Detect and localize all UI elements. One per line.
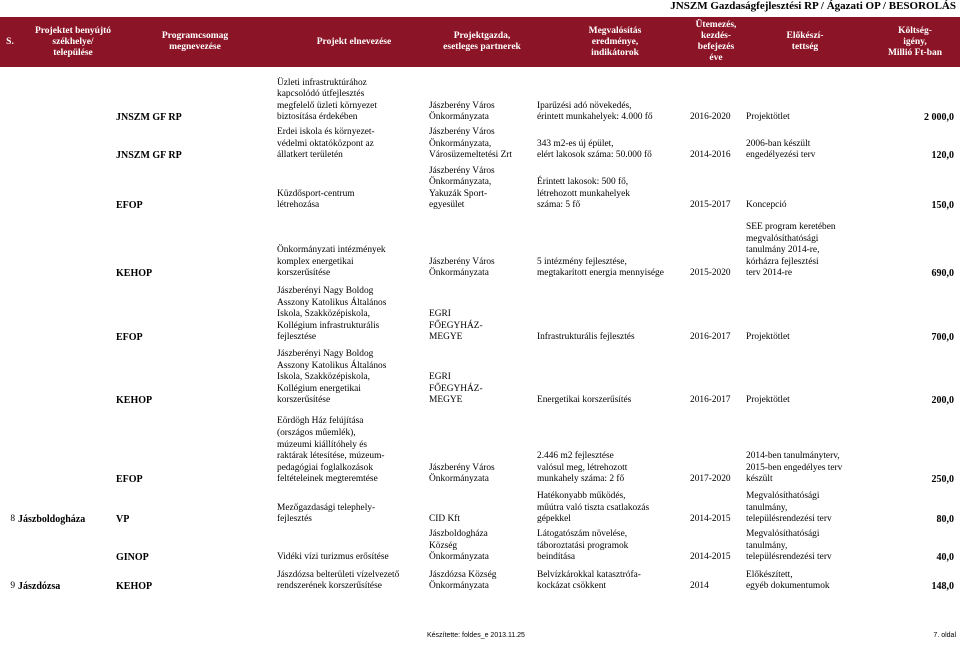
header-col-preparation: Előkészí- tettség	[786, 31, 824, 52]
row-project-name: Vidéki vízi turizmus erősítése	[277, 552, 389, 563]
row-result: Iparűzési adó növekedés, érintett munkahelyek: 4.000 fő	[537, 100, 653, 123]
row-cost: 40,0	[936, 552, 954, 564]
row-preparation: Projektötlet	[746, 395, 790, 406]
header-col-partner: Projektgazda, esetleges partnerek	[443, 31, 521, 52]
row-schedule: 2016-2020	[690, 112, 731, 123]
row-partner: Jászberény Város Önkormányzata	[429, 256, 495, 279]
project-table	[0, 69, 960, 595]
row-program: EFOP	[116, 474, 143, 486]
row-project-name: Jászdózsa belterületi vízelvezető rendszerének korszerűsítése	[277, 569, 400, 592]
row-cost: 250,0	[931, 474, 954, 486]
row-cost: 2 000,0	[924, 112, 954, 124]
table-row	[0, 346, 960, 409]
row-preparation: 2006-ban készült engedélyezési terv	[746, 138, 816, 161]
row-location: Jászboldogháza	[18, 514, 86, 526]
row-partner: Jászberény Város Önkormányzata, Yakuzák Sport- egyesület	[429, 165, 495, 211]
document-title: JNSZM Gazdaságfejlesztési RP / Ágazati OP / BESOROLÁS	[670, 0, 956, 12]
row-result: 2.446 m2 fejlesztése valósul meg, létrehozott munkahely száma: 2 fő	[537, 451, 628, 485]
row-schedule: 2015-2017	[690, 200, 731, 211]
row-cost: 120,0	[931, 150, 954, 162]
row-partner: EGRI FŐEGYHÁZ- MEGYE	[429, 309, 483, 343]
row-partner: Jászberény Város Önkormányzata, Városüzemeltetési Zrt	[429, 127, 513, 161]
table-row	[0, 214, 960, 282]
row-partner: Jászberény Város Önkormányzata	[429, 100, 495, 123]
row-partner: Jászberény Város Önkormányzata	[429, 462, 495, 485]
footer-page-number: 7. oldal	[933, 632, 956, 639]
row-number: 8	[10, 514, 15, 525]
table-header	[0, 17, 960, 67]
row-preparation: Projektötlet	[746, 112, 790, 123]
row-result: Belvízkárokkal katasztrófa- kockázat csökkent	[537, 569, 641, 592]
table-row	[0, 69, 960, 126]
row-project-name: Küzdősport-centrum létrehozása	[277, 188, 355, 211]
row-program: KEHOP	[116, 581, 153, 593]
row-program: KEHOP	[116, 395, 153, 407]
table-row	[0, 528, 960, 566]
row-preparation: SEE program keretében megvalósíthatósági tanulmány 2014-re, kórházra fejlesztési terv 2014-re	[746, 222, 836, 279]
row-cost: 690,0	[931, 268, 954, 280]
row-project-name: Erdei iskola és környezet- védelmi oktatóközpont az állatkert területén	[277, 127, 375, 161]
row-schedule: 2017-2020	[690, 474, 731, 485]
row-program: VP	[116, 514, 130, 526]
row-schedule: 2014-2016	[690, 150, 731, 161]
row-program: JNSZM GF RP	[116, 112, 182, 124]
header-col-result: Megvalósítás eredménye, indikátorok	[588, 25, 642, 58]
row-cost: 80,0	[936, 514, 954, 526]
row-schedule: 2016-2017	[690, 395, 731, 406]
table-row	[0, 488, 960, 528]
row-partner: EGRI FŐEGYHÁZ- MEGYE	[429, 372, 483, 406]
header-col-num: S.	[6, 36, 14, 47]
header-col-schedule: Ütemezés, kezdés- befejezés éve	[695, 20, 737, 63]
row-cost: 150,0	[931, 200, 954, 212]
row-result: Látogatószám növelése, táboroztatási programok beindítása	[537, 529, 629, 563]
row-number: 9	[10, 581, 15, 592]
row-schedule: 2014-2015	[690, 552, 731, 563]
row-project-name: Eördögh Ház felújítása (országos műemlék), múzeumi kiállítóhely és raktárak létesítése, múzeum- pedagógiai foglalkozások feltételeinek megteremtése	[277, 416, 385, 485]
row-cost: 200,0	[931, 395, 954, 407]
header-col-location: Projektet benyújtó székhelye/ települése	[34, 25, 112, 58]
row-partner: Jászboldogháza Község Önkormányzata	[429, 529, 489, 563]
row-program: EFOP	[116, 200, 143, 212]
row-program: GINOP	[116, 552, 149, 564]
row-partner: Jászdózsa Község Önkormányzata	[429, 569, 497, 592]
row-project-name: Jászberényi Nagy Boldog Asszony Katolikus Általános Iskola, Szakközépiskola, Kollégium infrastrukturális fejlesztése	[277, 286, 387, 343]
row-result: Hatékonyabb működés, műútra való tiszta csatlakozás gépekkel	[537, 491, 650, 525]
table-row	[0, 126, 960, 164]
row-preparation: Előkészített, egyéb dokumentumok	[746, 569, 830, 592]
row-preparation: Koncepció	[746, 200, 787, 211]
row-preparation: Megvalósíthatósági tanulmány, településrendezési terv	[746, 491, 832, 525]
row-project-name: Önkormányzati intézmények komplex energetikai korszerűsítése	[277, 245, 386, 279]
row-partner: CID Kft	[429, 514, 460, 525]
row-schedule: 2016-2017	[690, 332, 731, 343]
row-cost: 700,0	[931, 332, 954, 344]
row-preparation: 2014-ben tanulmányterv, 2015-ben engedélyes terv készült	[746, 451, 843, 485]
row-program: EFOP	[116, 332, 143, 344]
header-col-cost: Költség- igény, Millió Ft-ban	[887, 25, 943, 58]
row-program: JNSZM GF RP	[116, 150, 182, 162]
header-col-project-name: Projekt elnevezése	[316, 36, 392, 47]
row-result: 343 m2-es új épület, elért lakosok száma: 50.000 fő	[537, 138, 652, 161]
row-schedule: 2014	[690, 581, 709, 592]
row-preparation: Megvalósíthatósági tanulmány, településrendezési terv	[746, 529, 832, 563]
row-project-name: Mezőgazdasági telephely- fejlesztés	[277, 502, 376, 525]
row-project-name: Üzleti infrastruktúrához kapcsolódó útfejlesztés megfelelő üzleti környezet biztosítása érdekében	[277, 77, 377, 123]
row-schedule: 2014-2015	[690, 514, 731, 525]
row-result: Energetikai korszerűsítés	[537, 395, 632, 406]
footer-author: Készítette: foldes_e 2013.11.25	[427, 632, 525, 639]
row-preparation: Projektötlet	[746, 332, 790, 343]
row-result: 5 intézmény fejlesztése, megtakarított energia mennyisége	[537, 256, 664, 279]
row-cost: 148,0	[931, 581, 954, 593]
table-row	[0, 164, 960, 214]
table-row	[0, 566, 960, 595]
row-program: KEHOP	[116, 268, 153, 280]
header-col-program: Programcsomag megnevezése	[161, 31, 229, 52]
row-location: Jászdózsa	[18, 581, 61, 593]
row-schedule: 2015-2020	[690, 268, 731, 279]
table-row	[0, 282, 960, 346]
table-row	[0, 409, 960, 488]
row-result: Infrastrukturális fejlesztés	[537, 332, 635, 343]
row-result: Érintett lakosok: 500 fő, létrehozott munkahelyek száma: 5 fő	[537, 177, 630, 211]
row-project-name: Jászberényi Nagy Boldog Asszony Katolikus Általános Iskola, Szakközépiskola, Kollégium energetikai korszerűsítése	[277, 349, 387, 406]
